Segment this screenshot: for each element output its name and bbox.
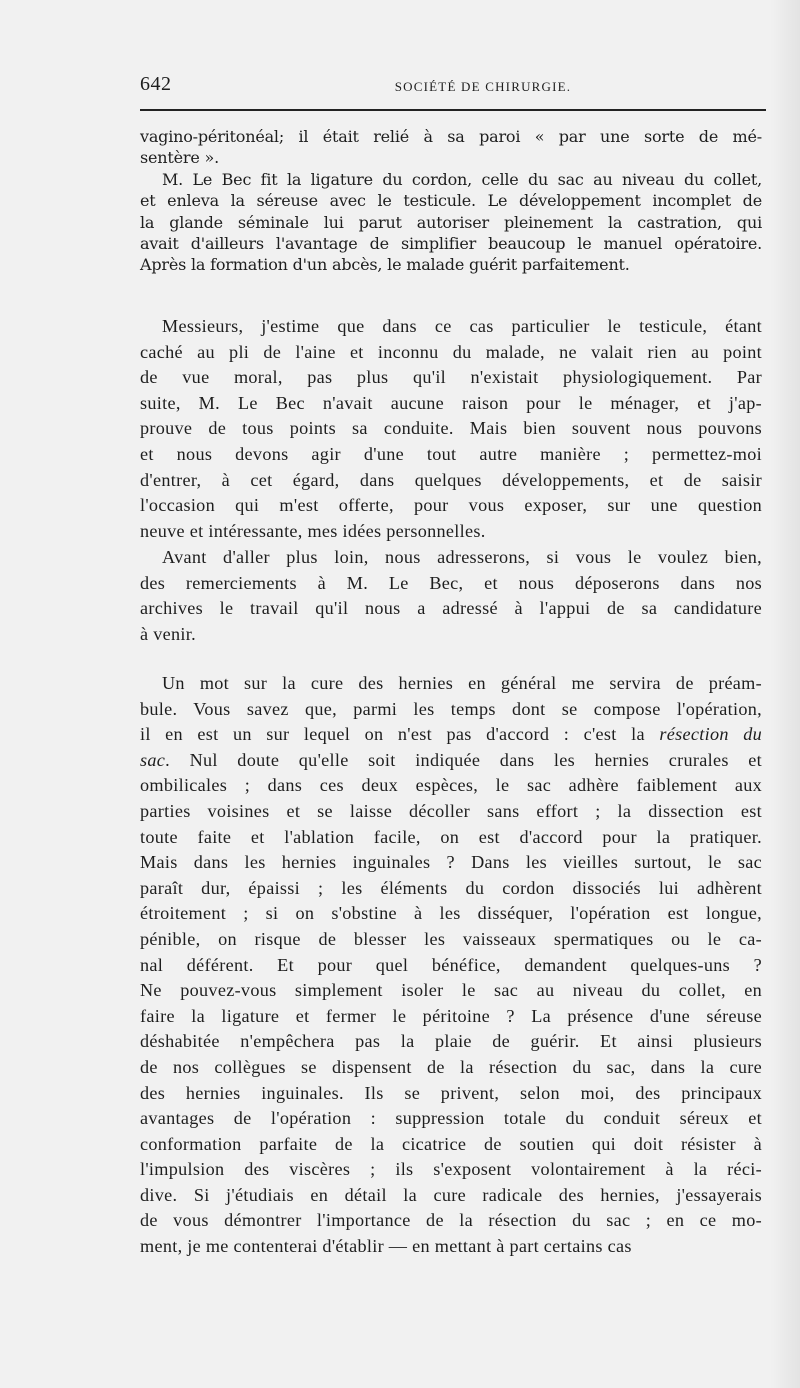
- text-line: des hernies inguinales. Ils se privent, selon moi, des principaux: [140, 1082, 762, 1103]
- text-line: et enleva la séreuse avec le testicule. Le développement incomplet de: [140, 191, 762, 211]
- text-line: Messieurs, j'estime que dans ce cas particulier le testicule, étant: [162, 316, 762, 336]
- text-line: neuve et intéressante, mes idées personnelles.: [140, 520, 486, 541]
- text-line: sentère ».: [140, 148, 219, 168]
- paragraph-hernia-cure: [140, 671, 762, 1260]
- running-title: SOCIÉTÉ DE CHIRURGIE.: [394, 79, 572, 94]
- text-line: Un mot sur la cure des hernies en général me servira de préam-: [162, 673, 762, 693]
- text-line: Mais dans les hernies inguinales ? Dans les vieilles surtout, le sac: [140, 852, 762, 873]
- text-line: des remerciements à M. Le Bec, et nous déposerons dans nos: [140, 572, 762, 593]
- text-line: conformation parfaite de la cicatrice de soutien qui doit résister à: [140, 1133, 762, 1154]
- text-line: de vous démontrer l'importance de la résection du sac ; en ce mo-: [140, 1210, 762, 1231]
- page-number: 642: [140, 73, 172, 95]
- text-line: paraît dur, épaissi ; les éléments du cordon dissociés lui adhèrent: [140, 877, 762, 898]
- text-line: étroitement ; si on s'obstine à les disséquer, l'opération est longue,: [140, 903, 762, 924]
- text-line: vagino-péritonéal; il était relié à sa paroi « par une sorte de mé-: [140, 127, 762, 146]
- text-line: de vue moral, pas plus qu'il n'existait physiologiquement. Par: [140, 367, 762, 388]
- paragraph-3: [140, 314, 762, 544]
- paragraph-2: [140, 169, 762, 275]
- text-line: de nos collègues se dispensent de la résection du sac, dans la cure: [140, 1056, 762, 1077]
- paragraph-5: [140, 671, 762, 1260]
- text-line: caché au pli de l'aine et inconnu du malade, ne valait rien au point: [140, 341, 762, 362]
- text-line: archives le travail qu'il nous a adressé à l'appui de sa candidature: [140, 598, 762, 619]
- text-line: et nous devons agir d'une tout autre manière ; permettez-moi: [140, 443, 762, 464]
- italic-term: résection du: [659, 724, 762, 745]
- text-line: M. Le Bec fit la ligature du cordon, celle du sac au niveau du collet,: [162, 170, 762, 189]
- text-line: Après la formation d'un abcès, le malade guérit parfaitement.: [140, 255, 630, 275]
- text-line: l'occasion qui m'est offerte, pour vous exposer, sur une question: [140, 495, 762, 516]
- text-line: sac. Nul doute qu'elle soit indiquée dans les hernies crurales et: [140, 749, 762, 770]
- text-line: l'impulsion des viscères ; ils s'exposent volontairement à la réci-: [140, 1159, 762, 1180]
- text-line: déshabitée n'empêchera pas la plaie de guérir. Et ainsi plusieurs: [140, 1031, 762, 1052]
- text-line: à venir.: [140, 623, 196, 644]
- paragraph-4: [140, 545, 762, 647]
- text-line: Avant d'aller plus loin, nous adresserons, si vous le voulez bien,: [162, 547, 762, 567]
- text-line: suite, M. Le Bec n'avait aucune raison pour le ménager, et j'ap-: [140, 392, 762, 413]
- text-line: dive. Si j'étudiais en détail la cure radicale des hernies, j'essayerais: [140, 1184, 762, 1205]
- page-edge-shadow: [770, 0, 800, 1388]
- text-line: il en est un sur lequel on n'est pas d'accord : c'est la résection du: [140, 724, 762, 745]
- paragraph-opinion: [140, 314, 762, 544]
- page-header: [140, 73, 766, 103]
- paragraph-case-report: [140, 169, 762, 275]
- text-line: avantages de l'opération : suppression totale du conduit séreux et: [140, 1108, 762, 1129]
- paragraph-thanks: [140, 545, 762, 647]
- paragraph-1: [140, 126, 762, 169]
- text-line: Ne pouvez-vous simplement isoler le sac au niveau du collet, en: [140, 980, 762, 1001]
- paragraph-continuation: [140, 126, 762, 169]
- text-line: parties voisines et se laisse décoller sans effort ; la dissection est: [140, 800, 762, 821]
- text-line: prouve de tous points sa conduite. Mais bien souvent nous pouvons: [140, 418, 762, 439]
- text-line: la glande séminale lui parut autoriser pleinement la castration, qui: [140, 212, 762, 232]
- text-line: avait d'ailleurs l'avantage de simplifier beaucoup le manuel opératoire.: [140, 233, 762, 253]
- text-line: bule. Vous savez que, parmi les temps dont se compose l'opération,: [140, 698, 762, 719]
- text-line: faire la ligature et fermer le péritoine ? La présence d'une séreuse: [140, 1005, 762, 1026]
- text-line: d'entrer, à cet égard, dans quelques développements, et de saisir: [140, 469, 762, 490]
- text-line: pénible, on risque de blesser les vaisseaux spermatiques ou le ca-: [140, 928, 762, 949]
- text-line: toute faite et l'ablation facile, on est d'accord pour la pratiquer.: [140, 826, 762, 847]
- italic-term: sac: [140, 749, 166, 770]
- text-line: ombilicales ; dans ces deux espèces, le sac adhère faiblement aux: [140, 775, 762, 796]
- text-line: ment, je me contenterai d'établir — en mettant à part certains cas: [140, 1236, 632, 1257]
- text-line: nal déférent. Et pour quel bénéfice, demandent quelques-uns ?: [140, 954, 762, 975]
- header-rule: [140, 109, 766, 111]
